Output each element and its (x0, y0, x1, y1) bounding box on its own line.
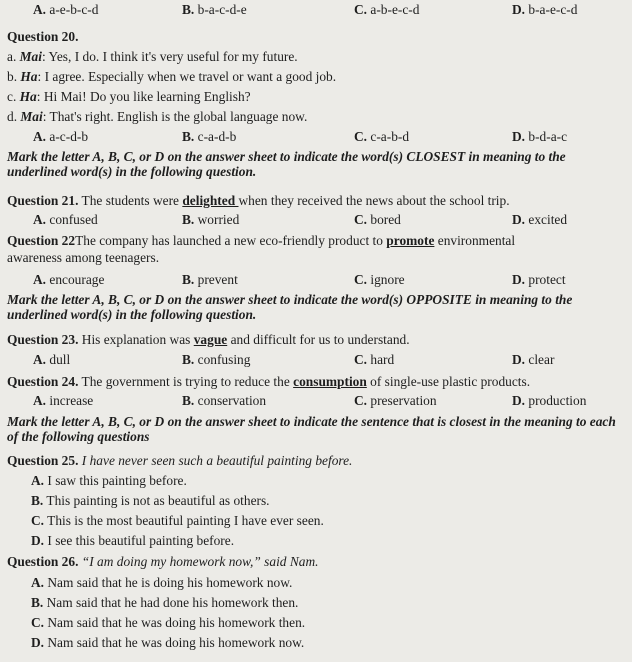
q22-options (0, 272, 632, 287)
option-a: A. increase (33, 393, 94, 408)
option-d: D. b-d-a-c (512, 129, 568, 144)
option-d: D. clear (512, 352, 555, 367)
question-21: Question 21. The students were delighted when they received the news about the school trip. (7, 193, 510, 208)
option-c: C. bored (354, 212, 401, 227)
option-a: A. dull (33, 352, 71, 367)
option-b: B. conservation (182, 393, 267, 408)
option-b: B. worried (182, 212, 240, 227)
q25-option-a: A. I saw this painting before. (31, 473, 187, 488)
question-22: Question 22The company has launched a new eco-friendly product to promote environmental (7, 233, 516, 248)
question-20-title: Question 20. (7, 29, 79, 44)
option-c: C. preservation (354, 393, 437, 408)
option-b: B. c-a-d-b (182, 129, 237, 144)
question-23: Question 23. His explanation was vague and difficult for us to understand. (7, 332, 410, 347)
option-c: C. hard (354, 352, 395, 367)
option-a: A. encourage (33, 272, 105, 287)
option-b: B. confusing (182, 352, 251, 367)
option-d: D. protect (512, 272, 566, 287)
question-24: Question 24. The government is trying to reduce the consumption of single-use plastic products. (7, 374, 531, 389)
option-c: C. c-a-b-d (354, 129, 410, 144)
option-d: D. excited (512, 212, 568, 227)
option-d: D. production (512, 393, 587, 408)
instruction-closest: Mark the letter A, B, C, or D on the answer sheet to indicate the word(s) CLOSEST in meaning to the underlined word(s) in the following question. (7, 149, 566, 179)
instruction-sentence: Mark the letter A, B, C, or D on the answer sheet to indicate the sentence that is closest in the meaning to each of the following questions (7, 414, 616, 444)
q20-line-c: c. Ha: Hi Mai! Do you like learning English? (7, 89, 251, 104)
q26-option-a: A. Nam said that he is doing his homework now. (31, 575, 293, 590)
q20-line-a: a. Mai: Yes, I do. I think it's very useful for my future. (7, 49, 298, 64)
q25-option-d: D. I see this beautiful painting before. (31, 533, 235, 548)
option-b: B. prevent (182, 272, 238, 287)
q24-options (0, 393, 632, 408)
instruction-opposite: Mark the letter A, B, C, or D on the answer sheet to indicate the word(s) OPPOSITE in meaning to the underlined word(s) in the following question. (7, 292, 573, 322)
option-b: B. b-a-c-d-e (182, 2, 247, 17)
question-26: Question 26. “I am doing my homework now,” said Nam. (7, 554, 319, 569)
q26-option-d: D. Nam said that he was doing his homework now. (31, 635, 305, 650)
q23-options (0, 352, 632, 367)
top-options-row (0, 2, 632, 17)
option-c: C. ignore (354, 272, 405, 287)
option-c: C. a-b-e-c-d (354, 2, 420, 17)
option-d: D. b-a-e-c-d (512, 2, 578, 17)
q26-option-c: C. Nam said that he was doing his homework then. (31, 615, 306, 630)
q20-line-d: d. Mai: That's right. English is the global language now. (7, 109, 308, 124)
q26-option-b: B. Nam said that he had done his homework then. (31, 595, 299, 610)
option-a: A. a-e-b-c-d (33, 2, 99, 17)
question-25: Question 25. I have never seen such a beautiful painting before. (7, 453, 353, 468)
q21-options (0, 212, 632, 227)
q20-line-b: b. Ha: I agree. Especially when we travel or want a good job. (7, 69, 337, 84)
q25-option-c: C. This is the most beautiful painting I have ever seen. (31, 513, 324, 528)
q20-options (0, 129, 632, 144)
option-a: A. confused (33, 212, 98, 227)
q25-option-b: B. This painting is not as beautiful as others. (31, 493, 270, 508)
question-22-line2: awareness among teenagers. (7, 250, 160, 265)
option-a: A. a-c-d-b (33, 129, 89, 144)
